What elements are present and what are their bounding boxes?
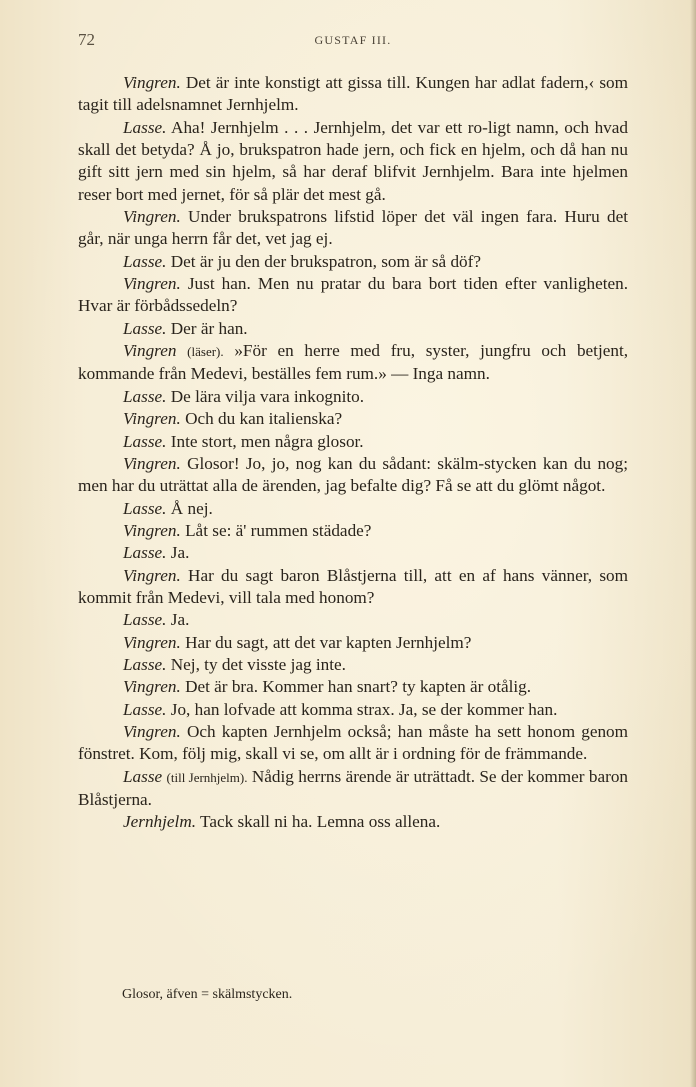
speaker-name: Lasse: [123, 766, 163, 786]
spoken-text: Aha! Jernhjelm . . . Jernhjelm, det var ett ro-ligt namn, och hvad skall det betyda? Å jo, brukspatron hade jern, och fick en hjelm, och då han nu gift sitt jern med sin hjelm, så har deraf blifvit Jernhjelm. Bara inte hjelmen reser bort med jernet, för så plär det mest gå.: [78, 117, 628, 204]
dialogue-line: [78, 206, 628, 251]
speaker-name: Lasse.: [123, 543, 167, 563]
dialogue-line: [78, 676, 628, 698]
dialogue-line: [78, 632, 628, 654]
spoken-text: De lära vilja vara inkognito.: [170, 386, 365, 406]
dialogue-line: [78, 431, 628, 453]
speaker-name: Vingren.: [123, 677, 181, 697]
spoken-text: Jo, han lofvade att komma strax. Ja, se der kommer han.: [170, 699, 558, 719]
dialogue-line: [78, 520, 628, 542]
spoken-text: Det är inte konstigt att gissa till. Kungen har adlat fadern,‹ som tagit till adelsnamnet Jernhjelm.: [78, 73, 628, 115]
spoken-text: Nej, ty det visste jag inte.: [170, 654, 346, 674]
speaker-name: Vingren: [123, 341, 177, 361]
speaker-name: Vingren.: [123, 520, 181, 540]
dialogue-line: [78, 654, 628, 676]
speaker-name: Lasse.: [123, 699, 167, 719]
dialogue-line: [78, 699, 628, 721]
dialogue-body: [78, 72, 628, 834]
spoken-text: Der är han.: [170, 318, 248, 338]
speaker-name: Jernhjelm.: [123, 812, 197, 832]
dialogue-line: [78, 340, 628, 386]
speaker-name: Vingren.: [123, 409, 181, 429]
dialogue-line: [78, 498, 628, 520]
dialogue-line: [78, 72, 628, 117]
speaker-name: Vingren.: [123, 274, 181, 294]
speaker-name: Vingren.: [123, 453, 181, 473]
spoken-text: Det är ju den der brukspatron, som är så döf?: [170, 251, 481, 271]
spoken-text: Har du sagt baron Blåstjerna till, att en af hans vänner, som kommit från Medevi, vill tala med honom?: [78, 565, 628, 607]
speaker-name: Vingren.: [123, 721, 181, 741]
spoken-text: Inte stort, men några glosor.: [170, 431, 364, 451]
speaker-name: Lasse.: [123, 431, 167, 451]
spoken-text: Och du kan italienska?: [185, 409, 343, 429]
stage-direction: (läser).: [187, 344, 224, 360]
spoken-text: »För en herre med fru, syster, jungfru och betjent, kommande från Medevi, beställes fem rum.» — Inga namn.: [78, 341, 629, 384]
running-head: GUSTAF III.: [314, 33, 392, 47]
dialogue-line: [78, 542, 628, 564]
speaker-name: Lasse.: [123, 654, 167, 674]
dialogue-line: [78, 811, 628, 833]
dialogue-line: [78, 273, 628, 318]
speaker-name: Lasse.: [123, 117, 167, 137]
dialogue-line: [78, 453, 628, 498]
speaker-name: Vingren.: [123, 632, 181, 652]
dialogue-line: [78, 766, 628, 812]
dialogue-line: [78, 386, 628, 408]
spoken-text: Å nej.: [170, 498, 213, 518]
spoken-text: Och kapten Jernhjelm också; han måste ha sett honom genom fönstret. Kom, följ mig, skall vi se, om allt är i ordning för de främmande.: [78, 721, 629, 764]
dialogue-line: [78, 565, 628, 610]
spoken-text: Har du sagt, att det var kapten Jernhjelm?: [185, 632, 472, 652]
spoken-text: Tack skall ni ha. Lemna oss allena.: [200, 812, 441, 832]
page-number: 72: [78, 30, 95, 49]
speaker-name: Lasse.: [123, 610, 167, 630]
dialogue-line: [78, 408, 628, 430]
dialogue-line: [78, 117, 628, 206]
spoken-text: Det är bra. Kommer han snart? ty kapten är otålig.: [185, 677, 532, 697]
speaker-name: Vingren.: [123, 207, 181, 227]
spoken-text: Ja.: [170, 610, 190, 630]
dialogue-line: [78, 251, 628, 273]
spoken-text: Glosor! Jo, jo, nog kan du sådant: skälm-stycken kan du nog; men har du uträttat alla de ärenden, jag befalte dig? Få se att du glömt något.: [78, 453, 628, 496]
stage-direction: (till Jernhjelm).: [166, 769, 248, 785]
speaker-name: Lasse.: [123, 251, 167, 271]
speaker-name: Lasse.: [123, 498, 167, 518]
speaker-name: Vingren.: [123, 565, 181, 585]
spoken-text: Under brukspatrons lifstid löper det väl ingen fara. Huru det går, när unga herrn får det, vet jag ej.: [78, 207, 629, 249]
dialogue-line: [78, 609, 628, 631]
footnote: Glosor, äfven = skälmstycken.: [122, 987, 293, 1002]
spoken-text: Ja.: [170, 543, 190, 563]
dialogue-line: [78, 318, 628, 340]
speaker-name: Lasse.: [123, 386, 167, 406]
dialogue-line: [78, 721, 628, 766]
spoken-text: Nådig herrns ärende är uträttadt. Se der kommer baron Blåstjerna.: [78, 766, 629, 809]
page-header: [78, 30, 628, 52]
spoken-text: Just han. Men nu pratar du bara bort tiden efter vanligheten. Hvar är förbådssedeln?: [78, 274, 628, 316]
speaker-name: Vingren.: [123, 73, 181, 92]
page-edge-shadow: [690, 0, 696, 1087]
speaker-name: Lasse.: [123, 318, 167, 338]
spoken-text: Låt se: ä' rummen städade?: [185, 520, 372, 540]
